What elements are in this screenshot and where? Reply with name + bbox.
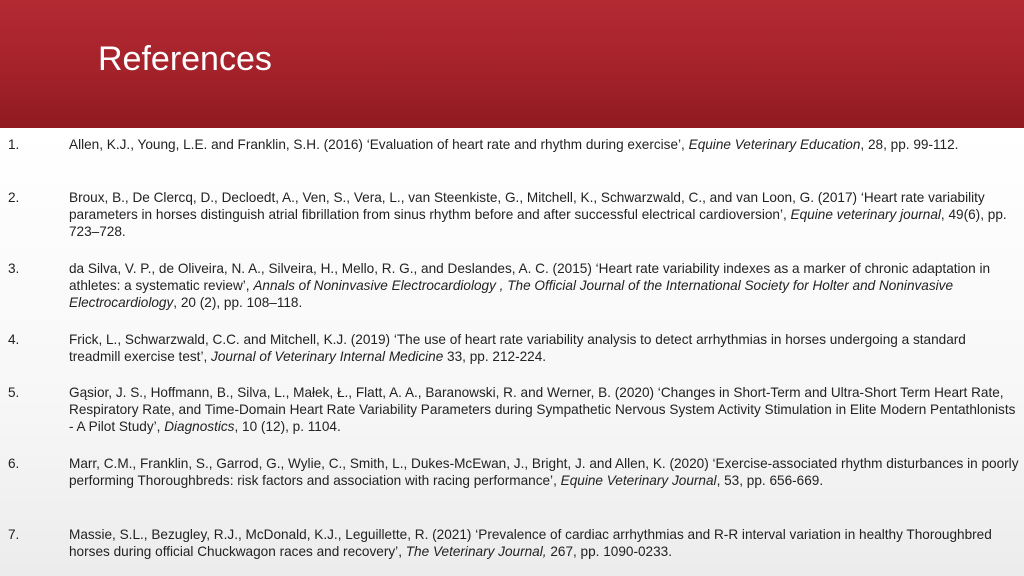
slide-title: References [98,40,272,78]
reference-citation: Massie, S.L., Bezugley, R.J., McDonald, K.J., Leguillette, R. (2021) ‘Prevalence of cardiac arrhythmias and R-R interval variation in healthy Thoroughbred horses during official Chuckwagon races and recovery’, [69,527,992,559]
reference-number: 6. [8,456,20,471]
reference-number: 1. [8,137,20,152]
reference-citation: da Silva, V. P., de Oliveira, N. A., Silveira, H., Mello, R. G., and Deslandes, A. C. (2015) ‘Heart rate variability indexes as a marker of chronic adaptation in athletes: a systematic review’, [69,261,991,293]
reference-text [69,189,1019,240]
reference-text [69,384,1019,435]
reference-text [69,136,1019,153]
reference-number: 4. [8,332,20,347]
reference-details: 267, pp. 1090-0233. [546,544,673,559]
reference-text [69,526,1019,560]
reference-citation: Gąsior, J. S., Hoffmann, B., Silva, L., Małek, Ł., Flatt, A. A., Baranowski, R. and Werner, B. (2020) ‘Changes in Short-Term and Ultra-Short Term Heart Rate, Respiratory Rate, and Time-Domain Heart Rate Variability Parameters during Sympathetic Nervous System Activity Stimulation in Elite Modern Pentathlonists - A Pilot Study’, [69,385,1016,434]
reference-journal: Equine Veterinary Education [688,137,861,152]
reference-journal: Equine Veterinary Journal [560,473,717,488]
reference-details: 33, pp. 212-224. [443,349,547,364]
reference-journal: The Veterinary Journal, [405,544,547,559]
reference-journal: Equine veterinary journal [790,207,941,222]
reference-details: , 49(6), pp. 723–728. [69,207,1007,239]
reference-citation: Allen, K.J., Young, L.E. and Franklin, S.H. (2016) ‘Evaluation of heart rate and rhythm during exercise’, [69,137,689,152]
reference-text [69,331,1019,365]
reference-citation: Broux, B., De Clercq, D., Decloedt, A., Ven, S., Vera, L., van Steenkiste, G., Mitchell, K., Schwarzwald, C., and van Loon, G. (2017) ‘Heart rate variability parameters in horses distinguish atrial fibrillation from sinus rhythm before and after successful electrical cardioversion’, [69,190,985,222]
reference-citation: Frick, L., Schwarzwald, C.C. and Mitchell, K.J. (2019) ‘The use of heart rate variability analysis to detect arrhythmias in horses undergoing a standard treadmill exercise test’, [69,332,966,364]
reference-journal: Journal of Veterinary Internal Medicine [211,349,444,364]
reference-text [69,455,1019,489]
reference-number: 3. [8,261,20,276]
reference-journal: Annals of Noninvasive Electrocardiology , The Official Journal of the International Society for Holter and Noninvasive Electrocardiology [69,278,954,310]
reference-number: 2. [8,190,20,205]
reference-text [69,260,1019,311]
reference-citation: Marr, C.M., Franklin, S., Garrod, G., Wylie, C., Smith, L., Dukes-McEwan, J., Bright, J. and Allen, K. (2020) ‘Exercise-associated rhythm disturbances in poorly performing Thoroughbreds: risk factors and association with racing performance’, [69,456,1019,488]
reference-details: , 10 (12), p. 1104. [234,419,341,434]
reference-details: , 28, pp. 99-112. [860,137,959,152]
title-banner [0,0,1024,128]
reference-details: , 20 (2), pp. 108–118. [173,295,303,310]
reference-details: , 53, pp. 656-669. [716,473,824,488]
reference-number: 7. [8,527,20,542]
reference-number: 5. [8,385,20,400]
reference-journal: Diagnostics [164,419,235,434]
